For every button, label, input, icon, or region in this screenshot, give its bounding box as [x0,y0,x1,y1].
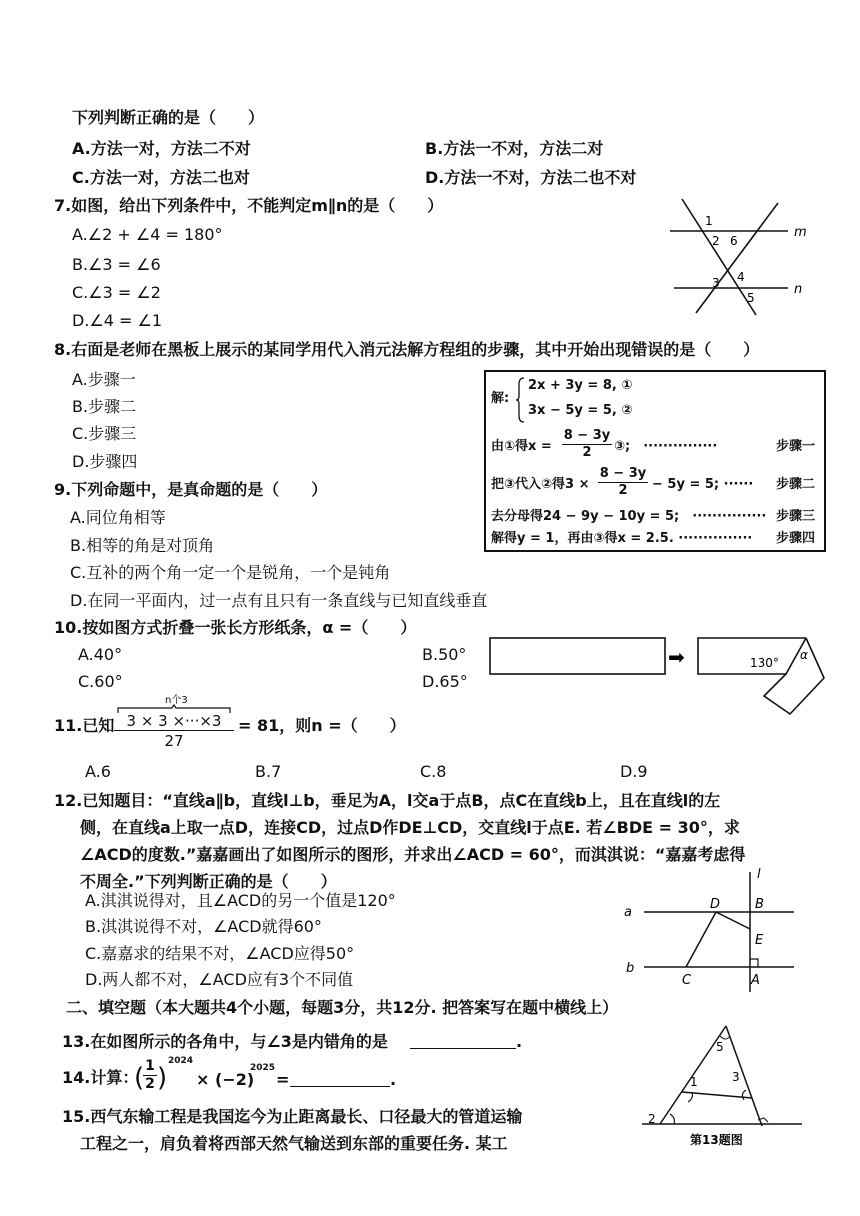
q6-option-d: D.方法一不对，方法二也不对 [425,168,637,187]
q12-option-a: A.淇淇说得对，且∠ACD的另一个值是120° [85,891,396,910]
q14-period: . [390,1070,397,1089]
q6-option-a: A.方法一对，方法二不对 [72,139,251,158]
q12-line3: ∠ACD的度数.”嘉嘉画出了如图所示的图形，并求出∠ACD = 60°，而淇淇说：“嘉嘉考虑得 [80,845,746,864]
q12-fig-label-b: b [626,961,635,976]
q13-fig-label-1: 1 [690,1075,698,1089]
q11-option-c: C.8 [420,762,447,781]
q14-fraction [143,1058,157,1093]
q8-box-step1-den: 2 [582,445,592,460]
q7-fig-label-2: 2 [712,234,720,248]
q10-stem: 10.按如图方式折叠一张长方形纸条，α =（ ） [54,618,417,637]
q7-option-c: C.∠3 = ∠2 [72,283,161,302]
q13-period: . [516,1032,523,1051]
q12-fig-label-c: C [682,973,692,988]
q13-fig-caption: 第13题图 [690,1133,743,1147]
q8-box-step1-post: ③; ··············· [614,439,718,454]
q8-box-step2-tag: 步骤二 [776,477,816,492]
q10-figure [488,634,833,720]
q8-option-c: C.步骤三 [72,424,137,443]
q8-option-a: A.步骤一 [72,370,136,389]
q13-fig-label-5: 5 [716,1040,724,1054]
q12-figure [624,864,804,994]
q11-numerator: 3 × 3 ×···×3 [114,712,234,731]
q7-figure [660,195,820,325]
q7-fig-label-n: n [794,282,803,297]
q11-option-b: B.7 [255,762,282,781]
q8-box-step3-tag: 步骤三 [776,509,816,524]
q7-fig-label-6: 6 [730,234,738,248]
q13-fig-label-2: 2 [648,1112,656,1126]
q9-option-c: C.互补的两个角一定一个是锐角，一个是钝角 [70,563,391,582]
q8-box-step2-den: 2 [618,483,628,498]
q12-line1: 12.已知题目：“直线a∥b，直线l⊥b，垂足为A，l交a于点B，点C在直线b上，且在直线l的左 [54,791,721,810]
q7-option-a: A.∠2 + ∠4 = 180° [72,225,223,244]
q10-option-a: A.40° [78,645,123,664]
section-2-heading: 二、填空题（本大题共4个小题，每题3分，共12分. 把答案写在题中横线上） [66,998,619,1017]
q10-fig-alpha-label: α [800,648,808,662]
q7-fig-label-5: 5 [747,291,755,305]
q12-option-b: B.淇淇说得不对，∠ACD就得60° [85,917,322,936]
q6-stem: 下列判断正确的是（ ） [72,108,265,127]
q11-suffix: = 81，则n =（ ） [238,716,406,735]
q14-prefix: 14.计算： [62,1068,139,1087]
q7-fig-label-m: m [794,225,807,240]
q8-box-step2-frac [598,466,648,499]
q7-option-b: B.∠3 = ∠6 [72,255,161,274]
q9-stem: 9.下列命题中，是真命题的是（ ） [54,480,328,499]
q14-right-paren: ) [157,1063,168,1093]
q14-exponent-2: 2025 [250,1063,276,1073]
q7-option-d: D.∠4 = ∠1 [72,311,163,330]
q10-option-b: B.50° [422,645,467,664]
q12-fig-label-e: E [755,933,764,948]
q12-line2: 侧，在直线a上取一点D，连接CD，过点D作DE⊥CD，交直线l于点E. 若∠BDE = 30°，求 [80,818,740,837]
q14-exponent-1: 2024 [168,1056,194,1066]
q12-option-d: D.两人都不对，∠ACD应有3个不同值 [85,970,354,989]
q12-fig-label-a: a [624,905,632,920]
q10-option-c: C.60° [78,672,123,691]
q8-box-step3: 去分母得24 − 9y − 10y = 5; ··············· [491,509,767,524]
q6-option-c: C.方法一对，方法二也对 [72,168,250,187]
q11-denominator: 27 [164,732,184,750]
q7-fig-label-1: 1 [705,214,713,228]
q8-box-step1-pre: 由①得x = [491,439,552,454]
q14-equals: = [276,1070,290,1089]
q13-fig-label-3: 3 [732,1070,740,1084]
q11-prefix: 11.已知 [54,716,115,735]
q12-fig-label-d: D [710,897,721,912]
q9-option-d: D.在同一平面内，过一点有且只有一条直线与已知直线垂直 [70,591,488,610]
q8-brace [516,376,526,424]
q7-fig-label-4: 4 [737,270,745,284]
q11-fraction [114,712,234,751]
q15-line2: 工程之一，肩负着将西部天然气输送到东部的重要任务. 某工 [80,1134,508,1153]
q12-option-c: C.嘉嘉求的结果不对，∠ACD应得50° [85,944,355,963]
q8-box-jie: 解: [491,391,510,406]
q8-option-b: B.步骤二 [72,397,137,416]
q6-option-b: B.方法一不对，方法二对 [425,139,604,158]
q7-stem: 7.如图，给出下列条件中，不能判定m∥n的是（ ） [54,196,444,215]
q8-box-step2-pre: 把③代入②得3 × [491,477,590,492]
q11-over-brace-label: n个3 [165,695,188,706]
q11-option-a: A.6 [85,762,111,781]
q12-fig-label-apt: A [751,973,760,988]
q8-box-step1-frac [562,428,612,461]
q14-left-paren: ( [134,1063,145,1093]
q14-numerator: 1 [143,1058,157,1076]
q7-fig-label-3: 3 [712,276,720,290]
q13-answer-blank[interactable] [410,1048,516,1049]
q12-fig-label-bpt: B [755,897,764,912]
q14-answer-blank[interactable] [290,1086,390,1087]
q13-stem: 13.在如图所示的各角中，与∠3是内错角的是 [62,1032,388,1051]
q8-box-step1-tag: 步骤一 [776,439,816,454]
q8-box-eq1: 2x + 3y = 8, ① [528,378,633,393]
q9-option-b: B.相等的角是对顶角 [70,536,215,555]
arrow-right-icon: ➡ [668,645,685,669]
q14-middle: × (−2) [196,1070,255,1089]
q8-stem: 8.右面是老师在黑板上展示的某同学用代入消元法解方程组的步骤，其中开始出现错误的是（ ） [54,340,760,359]
q8-box-step4-tag: 步骤四 [776,531,816,546]
q9-option-a: A.同位角相等 [70,508,166,527]
q10-option-d: D.65° [422,672,468,691]
q8-box-eq2: 3x − 5y = 5, ② [528,403,633,418]
q12-fig-label-l: l [757,867,761,882]
q8-box-step1-num: 8 − 3y [563,428,611,443]
q8-option-d: D.步骤四 [72,452,138,471]
q8-box-step2-num: 8 − 3y [599,466,647,481]
q8-box-step4: 解得y = 1，再由③得x = 2.5. ··············· [491,531,753,546]
q14-denominator: 2 [145,1076,155,1092]
q10-fig-angle-label: 130° [750,656,779,670]
q11-option-d: D.9 [620,762,648,781]
q12-line4: 不周全.”下列判断正确的是（ ） [80,872,337,891]
q15-line1: 15.西气东输工程是我国迄今为止距离最长、口径最大的管道运输 [62,1107,523,1126]
q8-solution-box [484,370,826,552]
q13-figure [640,1022,810,1150]
q8-box-step2-post: − 5y = 5; ······ [652,477,754,492]
